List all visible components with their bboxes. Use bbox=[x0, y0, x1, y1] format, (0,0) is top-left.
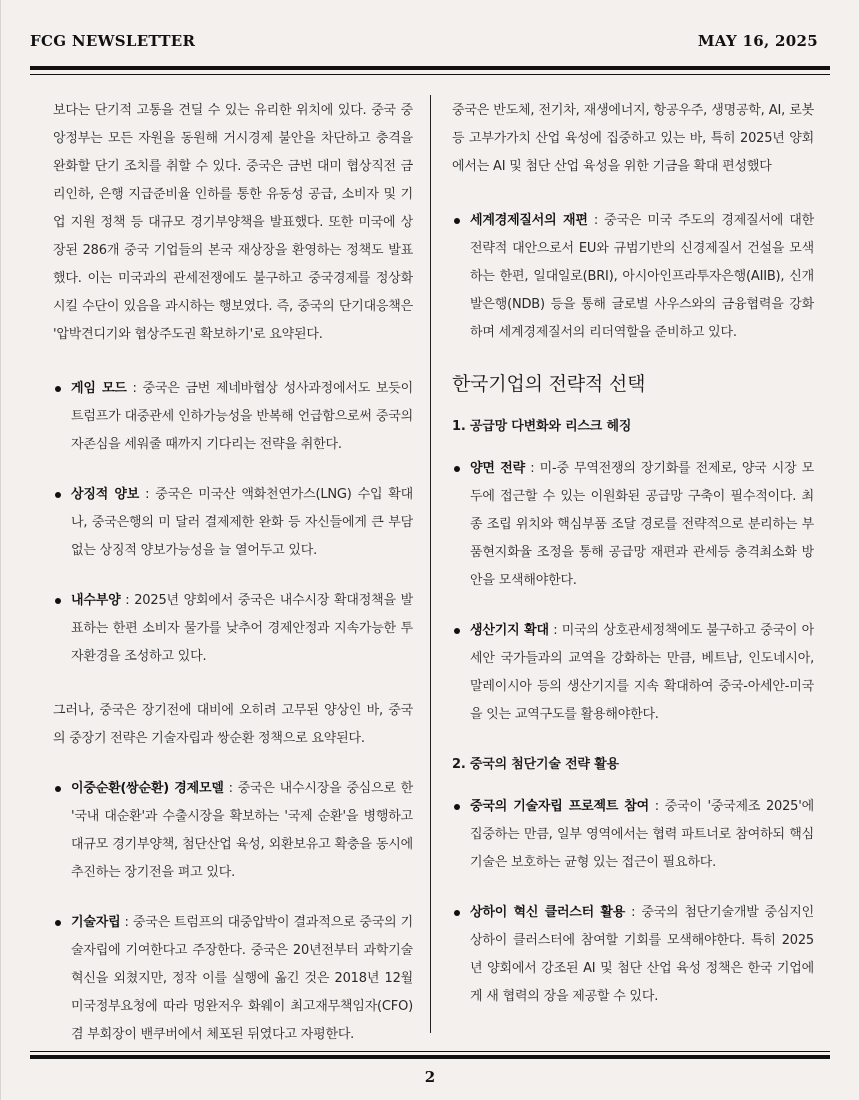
bullet-text: : 중국이 '중국제조 2025'에 집중하는 만큼, 일부 영역에서는 협력 파트너로 참여하되 핵심 기술은 보호하는 균형 있는 접근이 필요하다. bbox=[470, 799, 814, 870]
list-item bbox=[452, 793, 814, 877]
bullet-icon bbox=[454, 804, 460, 810]
continued-paragraph: 중국은 반도체, 전기차, 재생에너지, 항공우주, 생명공학, AI, 로봇 등 고부가가치 산업 육성에 집중하고 있는 바, 특히 2025년 양회에서는 AI 및 첨단 산업 육성을 위한 기금을 확대 편성했다 bbox=[452, 103, 814, 174]
transition-paragraph: 그러나, 중국은 장기전에 대비에 오히려 고무된 양상인 바, 중국의 중장기 전략은 기술자립과 쌍순환 정책으로 요약된다. bbox=[53, 703, 413, 746]
bullet-text: : 중국은 트럼프의 대중압박이 결과적으로 중국의 기술자립에 기여한다고 주장한다. 중국은 20년전부터 과학기술혁신을 외쳤지만, 정작 이를 실행에 옮긴 것은 2018년 12월 미국정부요청에 따라 멍완저우 화웨이 최고재무책임자(CFO) 겸 부회장이 밴쿠버에서 체포된 뒤였다고 자평한다. bbox=[71, 915, 413, 1042]
header-rule-thick bbox=[30, 66, 830, 70]
bullet-term: 이중순환(쌍순환) 경제모델 bbox=[71, 781, 224, 796]
bullet-icon bbox=[454, 910, 460, 916]
bullet-text: : 중국은 금번 제네바협상 성사과정에서도 보듯이 트럼프가 대중관세 인하가능성을 반복해 언급함으로써 중국의 자존심을 세워줄 때까지 기다리는 전략을 취한다. bbox=[71, 381, 414, 452]
subsection-title-tech-strategy: 2. 중국의 첨단기술 전략 활용 bbox=[452, 757, 619, 772]
header-rule-thin bbox=[30, 74, 830, 75]
bullet-term: 양면 전략 bbox=[470, 461, 526, 476]
bullet-term: 상징적 양보 bbox=[71, 487, 140, 502]
bullet-text: : 중국은 미국산 액화천연가스(LNG) 수입 확대나, 중국은행의 미 달러 결제제한 완화 등 자신들에게 큰 부담없는 상징적 양보가능성을 늘 열어두고 있다. bbox=[71, 487, 414, 558]
bullet-icon bbox=[55, 598, 61, 604]
list-item bbox=[53, 775, 413, 887]
bullet-term: 세계경제질서의 재편 bbox=[470, 213, 588, 228]
bullet-text: : 2025년 양회에서 중국은 내수시장 확대정책을 발표하는 한편 소비자 물가를 낮추어 경제안정과 지속가능한 투자환경을 조성하고 있다. bbox=[71, 593, 413, 664]
newsletter-title: FCG NEWSLETTER bbox=[30, 32, 196, 50]
bullet-term: 게임 모드 bbox=[71, 381, 127, 396]
bullet-text: : 중국은 미국 주도의 경제질서에 대한 전략적 대안으로서 EU와 규범기반의 신경제질서 건설을 모색하는 한편, 일대일로(BRI), 아시아인프라투자은행(AIIB), 신개발은행(NDB) 등을 통해 글로벌 사우스와의 금융협력을 강화하며 세계경제질서의 리더역할을 준비하고 있다. bbox=[470, 213, 814, 340]
bullet-icon bbox=[454, 218, 460, 224]
bullet-icon bbox=[55, 386, 61, 392]
bullet-icon bbox=[55, 492, 61, 498]
bullet-term: 상하이 혁신 클러스터 활용 bbox=[470, 905, 626, 920]
right-column bbox=[452, 97, 814, 1011]
bullet-icon bbox=[454, 466, 460, 472]
bullet-term: 중국의 기술자립 프로젝트 참여 bbox=[470, 799, 650, 814]
section-title: 한국기업의 전략적 선택 bbox=[452, 373, 646, 395]
subsection-title-supply-chain: 1. 공급망 다변화와 리스크 헤징 bbox=[452, 419, 632, 434]
bullet-icon bbox=[55, 920, 61, 926]
list-item bbox=[53, 375, 413, 459]
list-item bbox=[452, 899, 814, 1011]
bullet-term: 생산기지 확대 bbox=[470, 623, 549, 638]
long-term-list bbox=[53, 775, 413, 1049]
bullet-term: 기술자립 bbox=[71, 915, 121, 930]
bullet-icon bbox=[55, 786, 61, 792]
tech-strategy-list bbox=[452, 793, 814, 1011]
intro-paragraph: 보다는 단기적 고통을 견딜 수 있는 유리한 위치에 있다. 중국 중앙정부는 모든 자원을 동원해 거시경제 불안을 차단하고 충격을 완화할 단기 조치를 취할 수 있다. 중국은 금번 대미 협상직전 금리인하, 은행 지급준비율 인하를 통한 유동성 공급, 소비자 및 기업 지원 정책 등 대규모 경기부양책을 발표했다. 또한 미국에 상장된 286개 중국 기업들의 본국 재상장을 환영하는 정책도 발표했다. 이는 미국과의 관세전쟁에도 불구하고 중국경제를 정상화시킬 수단이 있음을 과시하는 행보였다. 즉, 중국의 단기대응책은 '압박견디기와 협상주도권 확보하기'로 요약된다. bbox=[53, 103, 413, 342]
bullet-text: : 중국의 첨단기술개발 중심지인 상하이 클러스터에 참여할 기회를 모색해야한다. 특히 2025년 양회에서 강조된 AI 및 첨단 산업 육성 정책은 한국 기업에게 새 협력의 장을 제공할 수 있다. bbox=[470, 905, 814, 1004]
bullet-icon bbox=[454, 628, 460, 634]
list-item bbox=[53, 909, 413, 1049]
list-item bbox=[53, 587, 413, 671]
bullet-term: 내수부양 bbox=[71, 593, 121, 608]
bullet-text: : 중국은 내수시장을 중심으로 한 '국내 대순환'과 수출시장을 확보하는 '국제 순환'을 병행하고 대규모 경기부양책, 첨단산업 육성, 외환보유고 확충을 동시에 추진하는 장기전을 펴고 있다. bbox=[71, 781, 414, 880]
list-item bbox=[452, 455, 814, 595]
bullet-text: : 미-중 무역전쟁의 장기화를 전제로, 양국 시장 모두에 접근할 수 있는 이원화된 공급망 구축이 필수적이다. 최종 조립 위치와 핵심부품 조달 경로를 전략적으로 분리하는 부품현지화율 조정을 통해 공급망 재편과 관세등 충격최소화 방안을 모색해야한다. bbox=[470, 461, 814, 588]
list-item bbox=[452, 617, 814, 729]
list-item bbox=[53, 481, 413, 565]
left-column bbox=[53, 97, 413, 1049]
issue-date: MAY 16, 2025 bbox=[697, 32, 818, 50]
list-item bbox=[452, 207, 814, 347]
supply-chain-list bbox=[452, 455, 814, 729]
page-number: 2 bbox=[424, 1068, 436, 1086]
column-divider bbox=[430, 95, 431, 1033]
bullet-text: : 미국의 상호관세정책에도 불구하고 중국이 아세안 국가들과의 교역을 강화하는 만큼, 베트남, 인도네시아, 말레이시아 등의 생산기지를 지속 확대하여 중국-아세안-미국을 잇는 교역구도를 활용해야한다. bbox=[470, 623, 815, 722]
footer-rule-thick bbox=[30, 1055, 830, 1059]
masthead bbox=[30, 30, 818, 52]
short-term-list bbox=[53, 375, 413, 671]
footer-rule-thin bbox=[30, 1051, 830, 1052]
world-order-list bbox=[452, 207, 814, 347]
